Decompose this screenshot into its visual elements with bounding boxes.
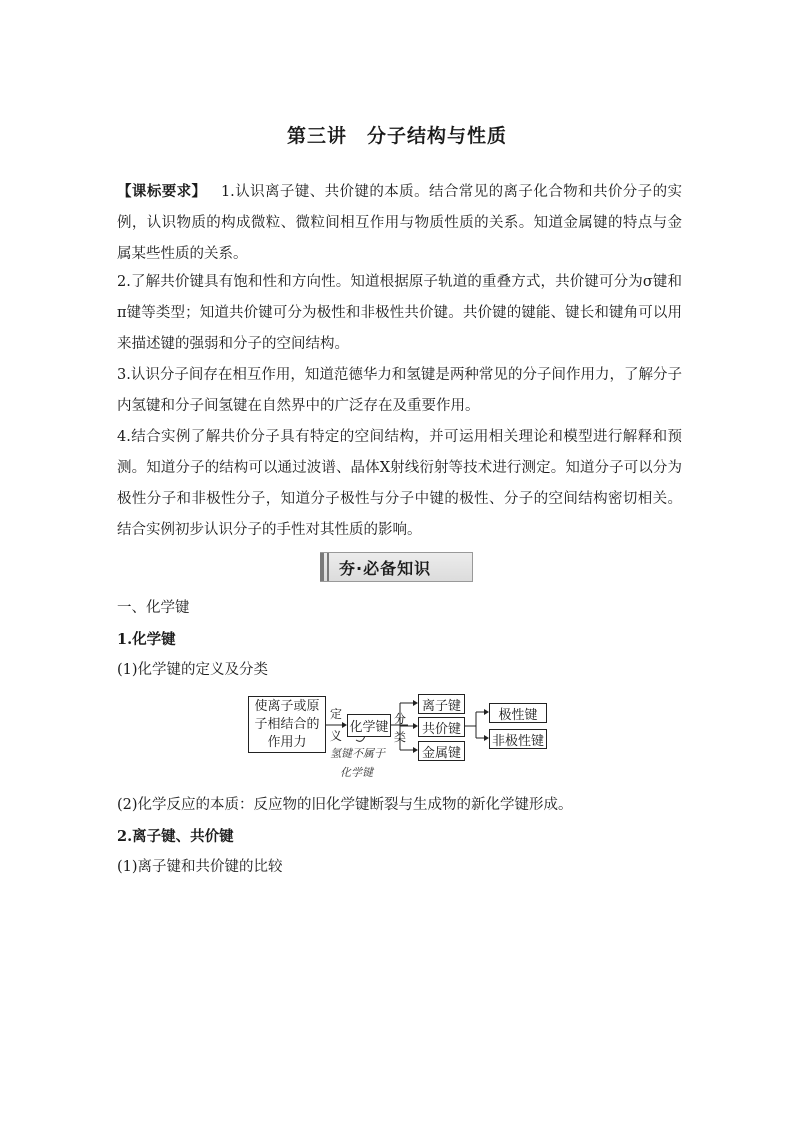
metallic-bond-box [418,741,465,761]
requirement-text-1: 1.认识离子键、共价键的本质。结合常见的离子化合物和共价分子的实例，认识物质的构成微粒、微粒间相互作用与物质性质的关系。知道金属键的特点与金属某些性质的关系。 [117,184,682,262]
covalent-bond-box [418,717,465,737]
classification-label-bottom: 类 [394,730,407,744]
classification-label-top: 分 [394,712,407,726]
nonpolar-bond-text: 非极性键 [491,733,544,749]
definition-text: 使离子或原子相结合的作用力 [254,698,320,750]
subsection-heading-1: 1.化学键 [117,631,176,648]
section-heading: 一、化学键 [117,600,190,616]
definition-box [248,696,326,753]
requirement-label: 【课标要求】 [117,183,207,200]
handwritten-note-line-2: 化学键 [340,766,373,779]
nonpolar-bond-box [489,729,547,749]
definition-label-top: 定 [330,707,343,721]
ionic-bond-box [418,694,465,714]
handwritten-note-line-1: 氢键不属于 [330,747,385,760]
item-text-1: (1)化学键的定义及分类 [117,662,269,678]
item-text-3: (1)离子键和共价键的比较 [117,859,283,875]
polar-bond-box [489,703,547,723]
requirement-paragraph-3: 3.认识分子间存在相互作用，知道范德华力和氢键是两种常见的分子间作用力，了解分子内氢键和分子间氢键在自然界中的广泛存在及重要作用。 [117,367,682,414]
polar-bond-text: 极性键 [498,707,538,723]
metallic-bond-text: 金属键 [421,745,461,761]
definition-label-bottom: 义 [330,729,343,743]
chemical-bond-text: 化学键 [349,720,389,735]
banner-text: 夯·必备知识 [339,558,432,578]
page-title: 第三讲 分子结构与性质 [286,125,507,147]
subsection-heading-2: 2.离子键、共价键 [117,828,234,845]
requirement-paragraph-2: 2.了解共价键具有饱和性和方向性。知道根据原子轨道的重叠方式，共价键可分为σ键和π键等类型；知道共价键可分为极性和非极性共价键。共价键的键能、键长和键角可以用来描述键的强弱和分子的空间结构。 [117,274,682,352]
requirement-paragraph-4: 4.结合实例了解共价分子具有特定的空间结构，并可运用相关理论和模型进行解释和预测。知道分子的结构可以通过波谱、晶体X射线衍射等技术进行测定。知道分子可以分为极性分子和非极性分子，知道分子极性与分子中键的极性、分子的空间结构密切相关。结合实例初步认识分子的手性对其性质的影响。 [117,429,682,538]
chemical-bond-box [347,714,391,737]
covalent-bond-text: 共价键 [421,721,461,737]
item-text-2: (2)化学反应的本质：反应物的旧化学键断裂与生成物的新化学键形成。 [117,797,573,813]
ionic-bond-text: 离子键 [421,698,461,714]
